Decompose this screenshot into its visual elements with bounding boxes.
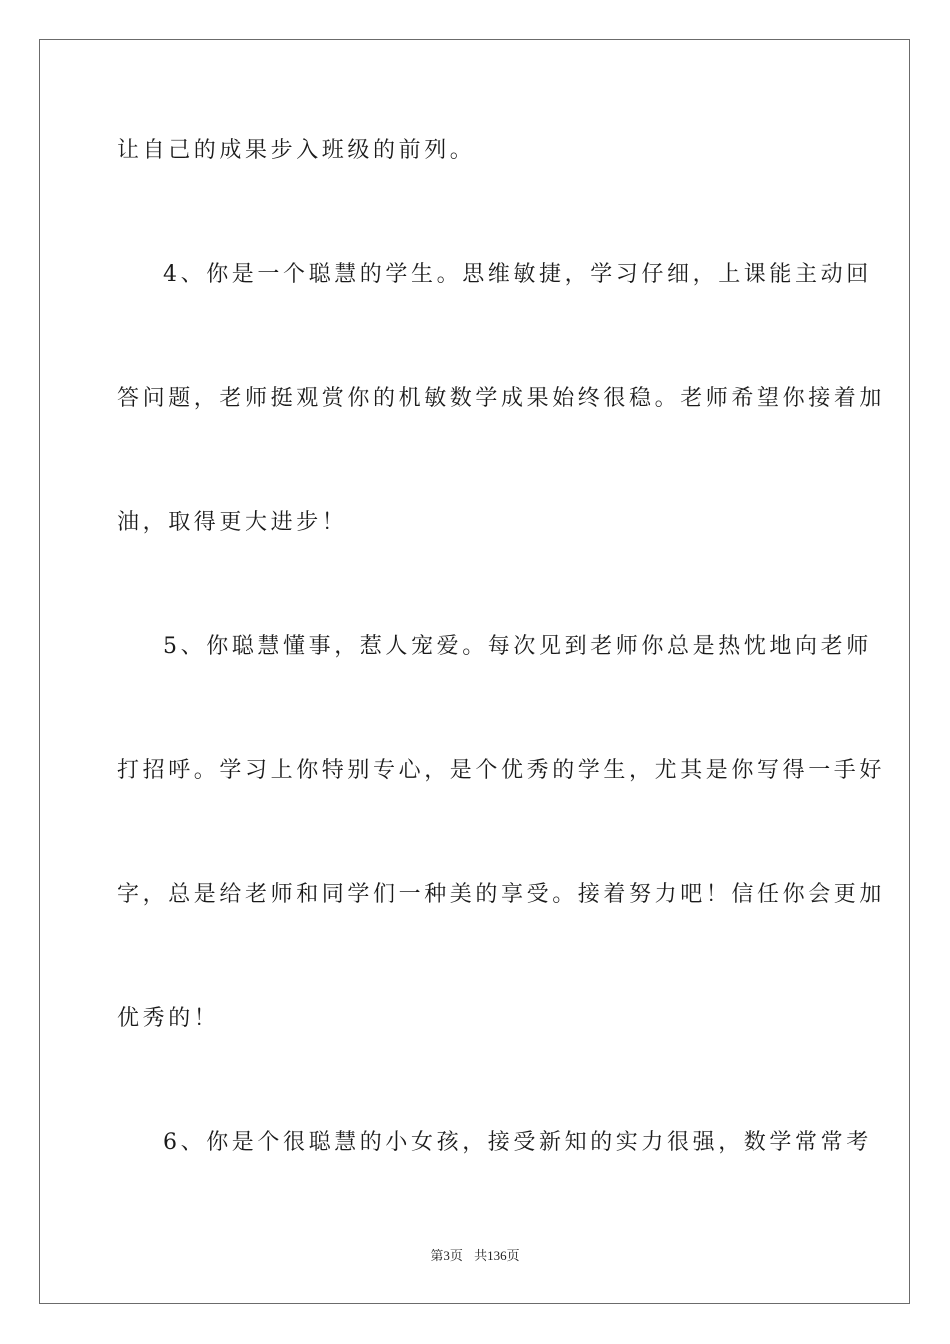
page-footer <box>0 1247 950 1265</box>
item-4-line-3: 油，取得更大进步！ <box>117 510 348 535</box>
item-6-line-1: 6、你是个很聪慧的小女孩，接受新知的实力很强，数学常常考 <box>163 1130 872 1155</box>
item-5-line-2: 打招呼。学习上你特别专心，是个优秀的学生，尤其是你写得一手好 <box>117 758 886 783</box>
item-5-line-1: 5、你聪慧懂事，惹人宠爱。每次见到老师你总是热忱地向老师 <box>163 634 872 659</box>
page-total: 共136页 <box>474 1248 520 1263</box>
item-4-line-1: 4、你是一个聪慧的学生。思维敏捷，学习仔细，上课能主动回 <box>163 262 872 287</box>
text-line-1: 让自己的成果步入班级的前列。 <box>117 138 476 163</box>
item-5-line-4: 优秀的！ <box>117 1006 220 1031</box>
item-5-line-3: 字，总是给老师和同学们一种美的享受。接着努力吧！信任你会更加 <box>117 882 886 907</box>
page-number: 第3页 <box>430 1248 463 1263</box>
item-4-line-2: 答问题，老师挺观赏你的机敏数学成果始终很稳。老师希望你接着加 <box>117 386 886 411</box>
page-border <box>39 39 910 1304</box>
